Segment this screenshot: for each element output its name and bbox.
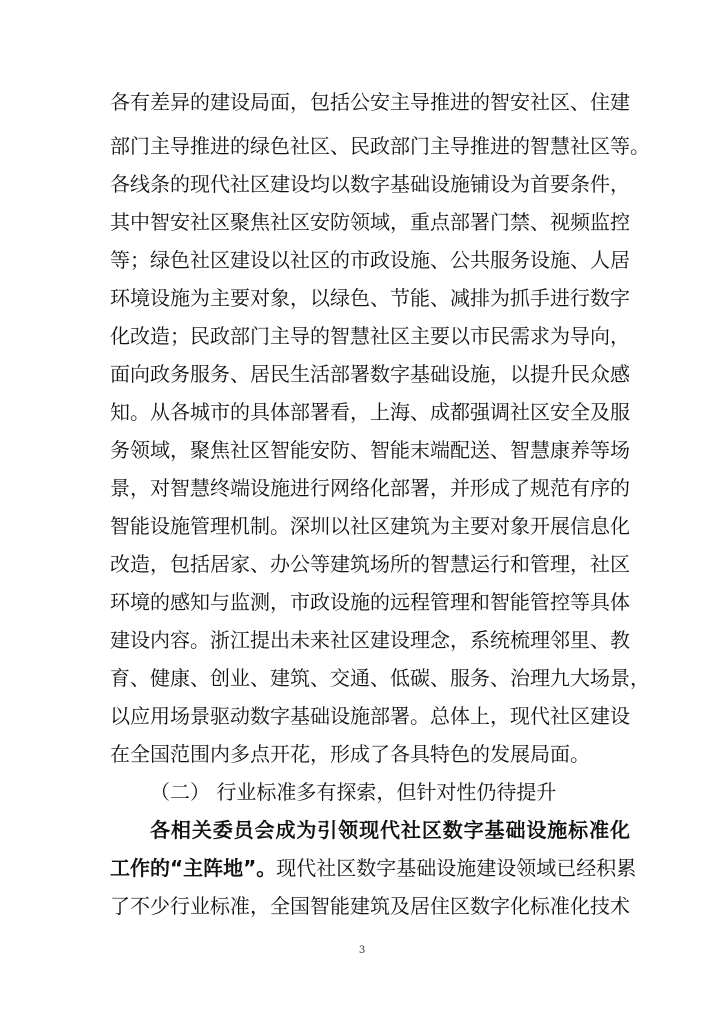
body-line-1: 各有差异的建设局面，包括公安主导推进的智安社区、住建 bbox=[110, 90, 630, 114]
body-line-7: 化改造；民政部门主导的智慧社区主要以市民需求为导向， bbox=[110, 324, 630, 348]
section-heading: （二） 行业标准多有探索，但针对性仍待提升 bbox=[150, 780, 557, 804]
page-number: 3 bbox=[358, 945, 366, 956]
para2-bold-line1: 各相关委员会成为引领现代社区数字基础设施标准化 bbox=[150, 818, 630, 842]
body-line-4: 其中智安社区聚焦社区安防领域，重点部署门禁、视频监控 bbox=[110, 210, 630, 234]
body-line-3: 各线条的现代社区建设均以数字基础设施铺设为首要条件， bbox=[110, 172, 630, 196]
para2-line2 bbox=[110, 853, 637, 883]
para2-line2-rest: 现代社区数字基础设施建设领域已经积累 bbox=[276, 856, 637, 880]
para2-bold-start: 工作的“主阵地”。 bbox=[110, 856, 277, 880]
body-line-15: 建设内容。浙江提出未来社区建设理念，系统梳理邻里、教 bbox=[110, 628, 630, 652]
body-line-14: 环境的感知与监测，市政设施的远程管理和智能管控等具体 bbox=[110, 590, 630, 614]
body-line-17: 以应用场景驱动数字基础设施部署。总体上，现代社区建设 bbox=[110, 704, 630, 728]
body-line-2: 部门主导推进的绿色社区、民政部门主导推进的智慧社区等。 bbox=[110, 134, 650, 158]
body-line-5: 等；绿色社区建设以社区的市政设施、公共服务设施、人居 bbox=[110, 248, 630, 272]
body-line-10: 务领域，聚焦社区智能安防、智能末端配送、智慧康养等场 bbox=[110, 438, 630, 462]
body-line-16: 育、健康、创业、建筑、交通、低碳、服务、治理九大场景， bbox=[110, 666, 650, 690]
body-line-13: 改造，包括居家、办公等建筑场所的智慧运行和管理，社区 bbox=[110, 552, 630, 576]
para2-line3: 了不少行业标准，全国智能建筑及居住区数字化标准化技术 bbox=[110, 894, 630, 918]
body-line-6: 环境设施为主要对象，以绿色、节能、减排为抓手进行数字 bbox=[110, 286, 630, 310]
body-line-9: 知。从各城市的具体部署看，上海、成都强调社区安全及服 bbox=[110, 400, 630, 424]
body-line-8: 面向政务服务、居民生活部署数字基础设施，以提升民众感 bbox=[110, 362, 630, 386]
body-line-11: 景，对智慧终端设施进行网络化部署，并形成了规范有序的 bbox=[110, 476, 630, 500]
body-line-12: 智能设施管理机制。深圳以社区建筑为主要对象开展信息化 bbox=[110, 514, 630, 538]
body-line-18: 在全国范围内多点开花，形成了各具特色的发展局面。 bbox=[110, 742, 590, 766]
